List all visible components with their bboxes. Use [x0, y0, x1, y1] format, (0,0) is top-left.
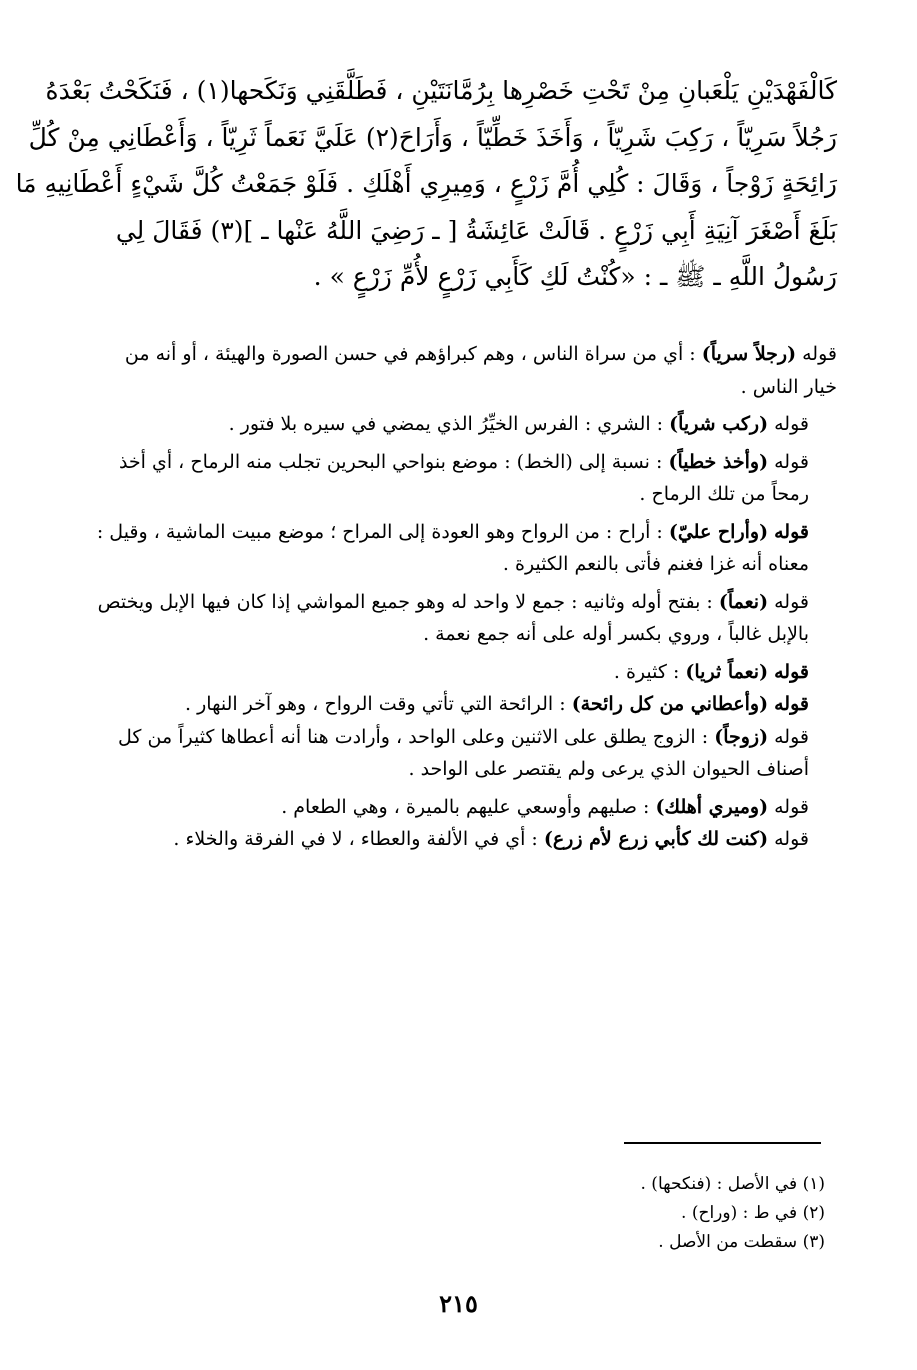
- entry-text: : كثيرة .: [613, 660, 686, 683]
- commentary-entry: [87, 446, 837, 511]
- hadith-line: رَائِحَةٍ زَوْجاً ، وَقَالَ : كُلِي أُمَّ زَرْعٍ ، وَمِيرِي أَهْلَكِ . فَلَوْ جَمَعْتُ كُلَّ شَيْءٍ أَعْطَانِيهِ مَا: [15, 169, 837, 198]
- commentary-entry: [87, 656, 837, 689]
- hadith-line: بَلَغَ أَصْغَرَ آنِيَةِ أَبِي زَرْعٍ . قَالَتْ عَائِشَةُ [ ـ رَضِيَ اللَّهُ عَنْها ـ ](٣) فَقَالَ لِي: [115, 215, 837, 245]
- entry-label: قوله: [774, 660, 809, 683]
- commentary-entry: [87, 338, 837, 403]
- commentary-entry: [87, 688, 837, 721]
- entry-text: : أراح : من الرواح وهو العودة إلى المراح ؛ موضع مبيت الماشية ، وقيل : معناه أنه غزا فغنم فأتى بالنعم الكثيرة .: [96, 520, 809, 575]
- entry-term: (رجلاً سرياً): [701, 343, 797, 365]
- entry-label: قوله: [802, 343, 837, 365]
- entry-label: قوله: [774, 828, 809, 850]
- hadith-line: كَالْفَهْدَيْنِ يَلْعَبانِ مِنْ تَحْتِ خَصْرِها بِرُمَّانَتَيْنِ ، فَطَلَّقَنِي وَنَكَحها(١) ، فَنَكَحْتُ بَعْدَهُ: [45, 76, 837, 105]
- entry-text: : أي من سراة الناس ، وهم كبراؤهم في حسن الصورة والهيئة ، أو أنه من خيار الناس .: [124, 343, 837, 398]
- commentary-entry: [87, 823, 837, 856]
- entry-label: قوله: [774, 450, 809, 473]
- commentary-section: [87, 338, 837, 856]
- entry-term: (كنت لك كأبي زرع لأم زرع): [543, 828, 769, 850]
- hadith-line: رَجُلاً سَرِيّاً ، رَكِبَ شَرِيّاً ، وَأَخَذَ خَطِّيّاً ، وَأَرَاحَ(٢) عَلَيَّ نَعَماً ثَرِيّاً ، وَأَعْطَانِي مِنْ كُلِّ: [28, 122, 837, 152]
- entry-label: قوله: [774, 413, 809, 435]
- entry-text: : نسبة إلى (الخط) : موضع بنواحي البحرين تجلب منه الرماح ، أي أخذ رمحاً من تلك الرماح .: [118, 450, 809, 505]
- entry-text: : الزوج يطلق على الاثنين وعلى الواحد ، وأرادت هنا أنه أعطاها كثيراً من كل أصناف الحيوان الذي يرعى ولم يقتصر على الواحد .: [118, 725, 809, 780]
- entry-text: : بفتح أوله وثانيه : جمع لا واحد له وهو جميع المواشي إذا كان فيها الإبل ويختص بالإبل غالباً ، وروي بكسر أوله على أنه جمع نعمة .: [97, 590, 809, 645]
- entry-term: (وأراح عليّ): [668, 520, 769, 543]
- entry-label: قوله: [774, 725, 809, 748]
- footnotes: [425, 1170, 825, 1257]
- entry-term: (وأعطاني من كل رائحة): [571, 693, 769, 715]
- entry-term: (ركب شرياً): [669, 413, 769, 435]
- hadith-line: رَسُولُ اللَّهِ ـ ﷺ ـ : «كُنْتُ لَكِ كَأَبِي زَرْعٍ لأُمِّ زَرْعٍ » .: [313, 262, 837, 291]
- entry-term: (نعماً ثريا): [685, 660, 769, 683]
- hadith-text: [15, 68, 837, 301]
- entry-term: (زوجاً): [714, 725, 769, 748]
- entry-label: قوله: [774, 590, 809, 613]
- entry-text: : صليهم وأوسعي عليهم بالميرة ، وهي الطعام .: [281, 795, 656, 818]
- footnote: (٣) سقطت من الأصل .: [658, 1232, 825, 1252]
- commentary-entry: [87, 586, 837, 651]
- entry-text: : أي في الألفة والعطاء ، لا في الفرقة والخلاء .: [173, 828, 544, 850]
- footnote-separator: [624, 1142, 821, 1144]
- commentary-entry: [87, 721, 837, 786]
- commentary-entry: [87, 791, 837, 824]
- footnote: (٢) في ط : (وراح) .: [681, 1203, 825, 1223]
- entry-label: قوله: [774, 520, 809, 543]
- entry-term: (وميري أهلك): [655, 795, 769, 818]
- entry-term: (وأخذ خطياً): [668, 450, 769, 473]
- entry-label: قوله: [774, 693, 809, 715]
- entry-text: : الرائحة التي تأتي وقت الرواح ، وهو آخر النهار .: [185, 693, 572, 715]
- commentary-entry: [87, 516, 837, 581]
- entry-text: : الشري : الفرس الخيِّرُ الذي يمضي في سيره بلا فتور .: [228, 413, 670, 435]
- entry-term: (نعماً): [718, 590, 769, 613]
- page-number: ٢١٥: [439, 1289, 478, 1318]
- footnote: (١) في الأصل : (فنكحها) .: [640, 1174, 825, 1194]
- commentary-entry: [87, 408, 837, 441]
- entry-label: قوله: [774, 795, 809, 818]
